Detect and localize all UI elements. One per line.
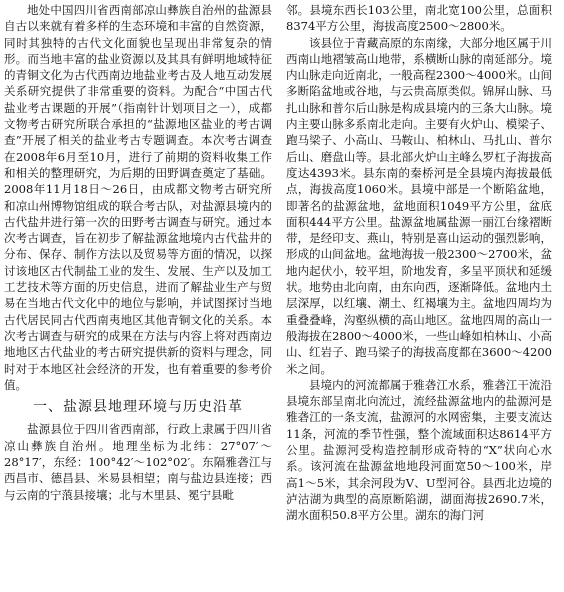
continuation-paragraph: 邻。县境东西长103公里，南北宽100公里，总面积8374平方公里，海拔高度2500～2800米。 [286, 3, 552, 34]
section-heading: 一、盐源县地理环境与历史沿革 [33, 399, 243, 416]
rivers-paragraph: 县境内的河流都属于雅砻江水系，雅砻江干流沿县境东部呈南北向流过，流经盐源盆地内的盐源河是雅砻江的一条支流，盐源河的水网密集，主要支流达11条，河流的季节性强，整个流域面积达8614平方公里。盐源河受构造控制形成奇特的“X”状向心水系。该河流在盐源盆地地段河面宽50～100米，岸高1～5米，其余河段为V、U型河谷。县西北边境的泸沽湖为典型的高原断陷湖，湖面海拔2690.7米，湖水面积50.8平方公里。湖东的海门河 [286, 377, 552, 523]
left-column [4, 2, 278, 592]
location-paragraph: 盐源县位于四川省西南部，行政上隶属于四川省凉山彝族自治州。地理坐标为北纬：27°07′～28°17′，东经：100°42′～102°02′。东隔雅砻江与西昌市、德昌县、米易县相望；南与盐边县连接；西与云南的宁蒗县接壤；北与木里县、冕宁县毗 [4, 422, 272, 502]
intro-paragraph: 地处中国四川省西南部凉山彝族自治州的盐源县自古以来就有着多样的生态环境和丰富的自然资源，同时其独特的古代文化面貌也呈现出非常复杂的情形。而当地丰富的盐业资源以及其具有鲜明地域特征的青铜文化为古代西南边地盐业考古及人地互动发展关系研究提供了非常重要的资料。为配合“中国古代盐业考古课题的开展”（指南针计划项目之一），成都文物考古研究所联合承担的“盐源地区盐业的考古调查”开展了相关的盐业考古专题调查。本次考古调查在2008年6月至10月，进行了前期的资料收集工作和相关的整理研究，为后期的田野调查奠定了基础。2008年11月18日～26日，由成都文物考古研究所和凉山州博物馆组成的联合考古队，对盐源县境内的古代盐井进行第一次的田野考古调查与研究。通过本次考古调查，旨在初步了解盐源盆地境内古代盐井的分布、保存、制作方法以及贸易等方面的情况，以探讨该地区古代制盐工业的发生、发展、生产以及加工工艺技术等方面的历史信息，进而了解盐业生产与贸易在当地古代文化中的地位与影响，并试图探讨当地古代居民同古代西南夷地区其他青铜文化的关系。本次考古调查与研究的成果在方法与内容上将对西南边地地区古代盐业的考古研究提供新的资料与理念，同时对于本地区社会经济的开发，也有着重要的参考价值。 [4, 3, 272, 392]
right-column [278, 2, 552, 592]
terrain-paragraph: 该县位于青藏高原的东南缘，大部分地区属于川西南山地褶皱高山地带，系横断山脉的南延部分。境内山脉走向近南北，一般高程2300～4000米。山间多断陷盆地或谷地，与云贵高原类似。锦屏山脉、马扎山脉和普尔后山脉是构成县境内的三条大山脉。境内主要山脉多系南北走向。主要有火炉山、模梁子、跑马梁子、小高山、马鞍山、柏林山、马扎山、普尔后山、磨盘山等。县北部火炉山主峰么罗杠子海拔高度达4393米。县东南的秦桥河是全县境内海拔最低点，海拔高度1060米。县境中部是一个断陷盆地，即著名的盐源盆地，盆地面积1049平方公里，盆底面积444平方公里。盐源盆地属盐源一丽江台缘褶断带，是经印支、燕山，特别是喜山运动的强烈影响，形成的山间盆地。盆地海拔一般2300～2700米，盆地内起伏小，较平坦，阶地发育，多呈平顶状和延缓状。地势由北向南，由东向西，逐渐降低。盆地内土层深厚，以红壤、潮土、红褐壤为主。盆地四周均为重叠叠峰，沟壑纵横的高山地区。盆地四周的高山一般海拔在2800～4000米，一些山峰如柏林山、小高山、红岩子、跑马梁子的海拔高度都在3600～4200米之间。 [286, 35, 552, 376]
